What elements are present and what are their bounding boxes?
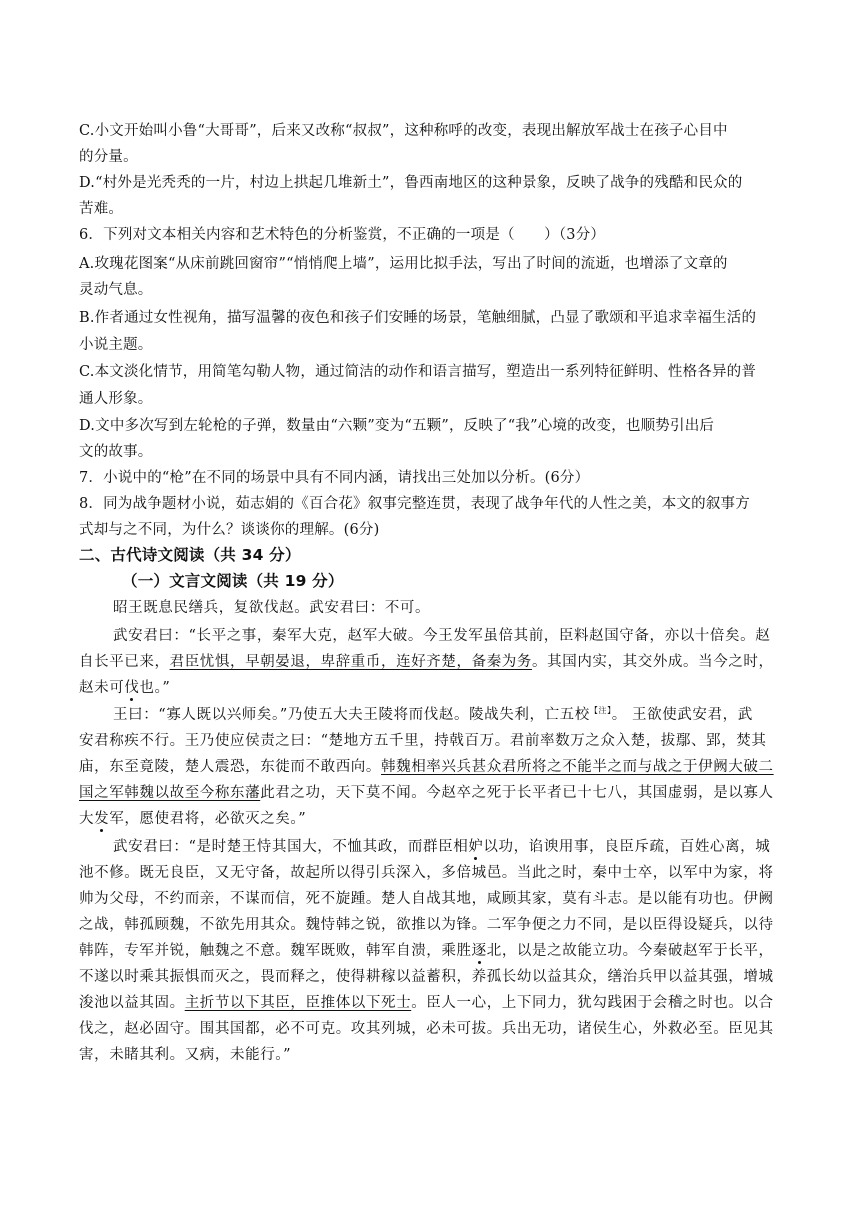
q6-option-b-line-2: 小说主题。	[79, 337, 153, 353]
q6-option-a-line-1: A.玫瑰花图案“从床前跳回窗帘”“悄悄爬上墙”，运用比拟手法，写出了时间的流逝，也增添了文章的	[79, 256, 728, 272]
text-segment: 北，以是之故能立功。今秦破赵军于长平，	[486, 943, 774, 959]
passage-p2-line-1: 武安君曰：“长平之事，秦军大克，赵军大破。今王发军虽倍其前，臣料赵国守备，亦以十倍矣。赵	[113, 628, 771, 644]
text-segment: 。其国内实，其交外成。当今之时，	[532, 654, 774, 670]
passage-p1: 昭王既息民缮兵，复欲伐赵。武安君曰：不可。	[113, 600, 431, 616]
text-segment: 韩阵，专军并锐，触魏之不意。魏军既败，韩军自溃，乘胜	[79, 943, 472, 959]
q6-option-c-line-2: 通人形象。	[79, 391, 153, 407]
passage-p4-line-9: 害，未睹其利。又病，未能行。”	[79, 1047, 292, 1063]
text-segment: 王曰：“寡人既以兴师矣。”乃使五大夫王陵将而伐赵。陵战失利，亡五校	[113, 707, 590, 723]
passage-p3-line-1	[113, 705, 753, 725]
passage-p4-line-6: 不遂以时乘其振惧而灭之，畏而释之，使得耕稼以益蓄积，养孤长幼以益其众，缮治兵甲以益其强，增城	[79, 969, 774, 985]
dotted-character: 发	[94, 811, 110, 827]
passage-p4-line-4: 之战，韩孤顾魏，不欲先用其众。魏恃韩之锐，欲推以为锋。二军争便之力不同，是以臣得设疑兵，以待	[79, 917, 774, 933]
option-d-line-2: 苦难。	[79, 201, 124, 217]
text-segment: 庙，东至竟陵，楚人震恐，东徙而不敢西向。	[79, 759, 381, 775]
passage-p4-line-5	[79, 941, 774, 961]
text-segment: 军，愿使君将，必欲灭之矣。”	[109, 811, 307, 827]
passage-p4-line-2: 池不修。既无良臣，又无守备，故起所以得引兵深入，多倍城邑。当此之时，秦中士卒，以军中为家，将	[79, 865, 774, 881]
option-c-line-1: C.小文开始叫小鲁“大哥哥”，后来又改称“叔叔”，这种称呼的改变，表现出解放军战士在孩子心目中	[79, 123, 728, 139]
q6-option-b-line-1: B.作者通过女性视角，描写温馨的夜色和孩子们安睡的场景，笔触细腻，凸显了歌颂和平追求幸福生活的	[79, 310, 757, 326]
text-segment: 武安君曰：“是时楚王恃其国大，不恤其政，而群臣相	[113, 839, 469, 855]
section-title: 二、古代诗文阅读（共 34 分）	[79, 546, 301, 564]
option-c-line-2: 的分量。	[79, 149, 138, 165]
text-segment: 以功，谄谀用事，良臣斥疏，百姓心离，城	[483, 839, 771, 855]
passage-p3-line-4	[79, 783, 774, 803]
underlined-sentence: 国之军韩魏以故至今称东藩	[79, 785, 261, 801]
passage-p3-line-2: 安君称疾不行。王乃使应侯责之曰：“楚地方五千里，持戟百万。君前率数万之众入楚，拔鄢、郢，焚其	[79, 733, 767, 749]
q6-option-d-line-2: 文的故事。	[79, 444, 153, 460]
option-d-line-1: D.“村外是光秃秃的一片，村边上拱起几堆新土”，鲁西南地区的这种景象，反映了战争的残酷和民众的	[79, 175, 743, 191]
passage-p4-line-8: 伐之，赵必固守。围其国都，必不可克。攻其列城，必未可拔。兵出无功，诸侯生心，外救必至。臣见其	[79, 1021, 774, 1037]
question-7: 7．小说中的“枪”在不同的场景中具有不同内涵，请找出三处加以分析。(6分）	[79, 470, 590, 486]
passage-p4-line-1	[113, 837, 770, 857]
underlined-sentence: 韩魏相率兴兵甚众君所将之不能半之而与战之于伊阙大破二	[381, 759, 774, 775]
footnote-marker: 【注】	[589, 706, 612, 716]
text-segment: 赵未可	[79, 680, 125, 696]
underlined-sentence: 主折节以下其臣，臣推体以下死士	[184, 995, 412, 1011]
question-6: 6．下列对文本相关内容和艺术特色的分析鉴赏，不正确的一项是（ ）（3分）	[79, 227, 606, 243]
passage-p3-line-5	[79, 809, 306, 829]
underlined-sentence: 君臣忧惧，早朝晏退，卑辞重币，连好齐楚，备秦为务	[169, 654, 533, 670]
q6-option-d-line-1: D.文中多次写到左轮枪的子弹，数量由“六颗”变为“五颗”，反映了“我”心境的改变，也顺势引出后	[79, 418, 715, 434]
q6-option-c-line-1: C.本文淡化情节，用简笔勾勒人物，通过简洁的动作和语言描写，塑造出一系列特征鲜明、性格各异的普	[79, 364, 757, 380]
dotted-character: 妒	[468, 839, 484, 855]
text-segment: 此君之功，天下莫不闻。今赵卒之死于长平者已十七八，其国虚弱，是以寡人	[260, 785, 774, 801]
text-segment: 。臣人一心，上下同力，犹勾践困于会稽之时也。以合	[411, 995, 774, 1011]
text-segment: 大	[79, 811, 95, 827]
passage-p4-line-3: 帅为父母，不约而亲，不谋而信，死不旋踵。楚人自战其地，咸顾其家，莫有斗志。是以能有功也。伊阙	[79, 891, 774, 907]
text-segment: 浚池以益其固。	[79, 995, 185, 1011]
q6-option-a-line-2: 灵动气息。	[79, 282, 153, 298]
dotted-character: 逐	[471, 943, 487, 959]
question-8-line-1: 8．同为战争题材小说，茹志娟的《百合花》叙事完整连贯，表现了战争年代的人性之美，本文的叙事方	[79, 496, 750, 512]
text-segment: 。 王欲使武安君，武	[611, 707, 753, 723]
passage-p4-line-7	[79, 993, 774, 1013]
question-8-line-2: 式却与之不同，为什么？谈谈你的理解。(6分)	[79, 522, 380, 538]
passage-p2-line-2	[79, 652, 774, 672]
text-segment: 也。”	[139, 680, 171, 696]
dotted-character: 伐	[124, 680, 140, 696]
text-segment: 自长平已来，	[79, 654, 170, 670]
passage-p2-line-3	[79, 678, 170, 698]
subsection-title: （一）文言文阅读（共 19 分）	[122, 572, 344, 590]
passage-p3-line-3	[79, 757, 774, 777]
